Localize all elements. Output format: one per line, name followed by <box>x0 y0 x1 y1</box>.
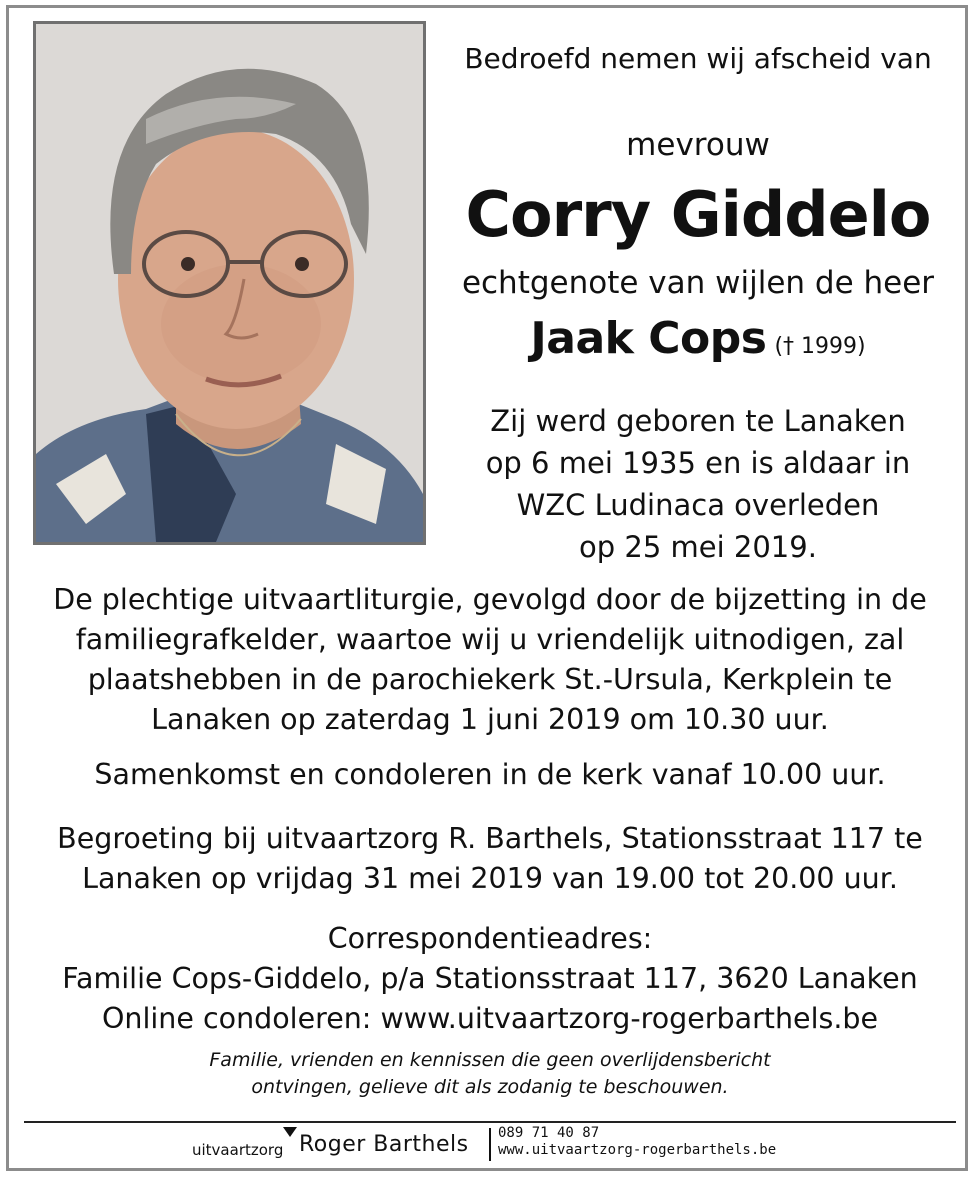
ceremony-line: plaatshebben in de parochiekerk St.-Ursula, Kerkplein te <box>87 663 893 696</box>
note-line: ontvingen, gelieve dit als zodanig te beschouwen. <box>251 1076 729 1098</box>
spouse-death-year: († 1999) <box>774 334 866 359</box>
footer-divider <box>24 1121 956 1123</box>
viewing-line: Begroeting bij uitvaartzorg R. Barthels, Stationsstraat 117 te <box>57 822 923 855</box>
birth-line: WZC Ludinaca overleden <box>516 488 880 522</box>
birth-line: op 25 mei 2019. <box>579 530 817 564</box>
footer-separator <box>489 1128 491 1161</box>
spouse-relation: echtgenote van wijlen de heer <box>461 265 935 301</box>
spouse-name-line <box>440 313 956 364</box>
footer-prefix: uitvaartzorg <box>192 1141 284 1159</box>
gathering-text: Samenkomst en condoleren in de kerk vanaf 10.00 uur. <box>94 758 886 791</box>
footer-company: Roger Barthels <box>299 1132 469 1157</box>
deceased-title: mevrouw <box>626 127 770 163</box>
deceased-name: Corry Giddelo <box>465 178 931 251</box>
birth-details <box>440 400 956 568</box>
ceremony-line: familiegrafkelder, waartoe wij u vriendelijk uitnodigen, zal <box>75 623 905 656</box>
notice-note <box>20 1047 960 1101</box>
ceremony-line: Lanaken op zaterdag 1 juni 2019 om 10.30 uur. <box>151 703 829 736</box>
footer-phone: 089 71 40 87 <box>498 1125 600 1141</box>
ceremony-line: De plechtige uitvaartliturgie, gevolgd door de bijzetting in de <box>53 583 927 616</box>
online-condolence: Online condoleren: www.uitvaartzorg-rogerbarthels.be <box>101 1002 879 1035</box>
viewing-paragraph <box>20 819 960 899</box>
portrait-illustration <box>36 24 423 542</box>
triangle-logo-icon <box>283 1127 297 1137</box>
birth-line: op 6 mei 1935 en is aldaar in <box>485 446 911 480</box>
intro-text: Bedroefd nemen wij afscheid van <box>464 42 932 75</box>
correspondence-block <box>20 919 960 1039</box>
note-line: Familie, vrienden en kennissen die geen overlijdensbericht <box>209 1049 771 1071</box>
birth-line: Zij werd geboren te Lanaken <box>490 404 906 438</box>
correspondence-address: Familie Cops-Giddelo, p/a Stationsstraat 117, 3620 Lanaken <box>62 962 918 995</box>
footer-website: www.uitvaartzorg-rogerbarthels.be <box>498 1142 777 1158</box>
ceremony-paragraph <box>20 580 960 740</box>
spouse-name: Jaak Cops <box>530 313 767 364</box>
footer <box>0 1124 980 1170</box>
viewing-line: Lanaken op vrijdag 31 mei 2019 van 19.00 tot 20.00 uur. <box>82 862 898 895</box>
portrait-photo <box>33 21 426 545</box>
correspondence-label: Correspondentieadres: <box>327 922 653 955</box>
